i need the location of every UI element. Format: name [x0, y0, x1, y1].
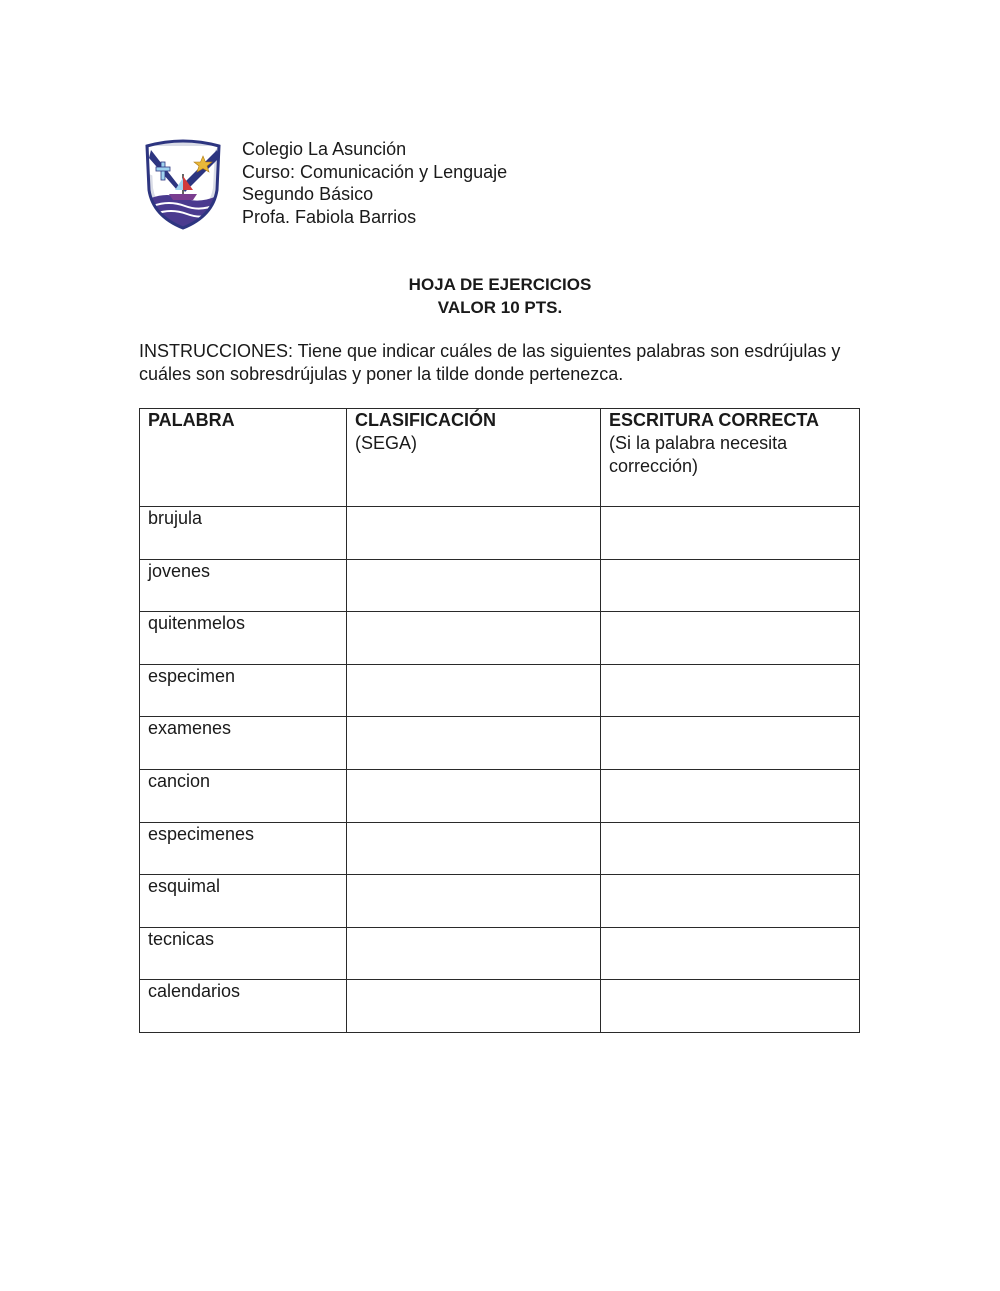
header-escritura-title: ESCRITURA CORRECTA [609, 410, 819, 430]
correct-spelling-cell[interactable] [601, 559, 860, 612]
word-cell: especimen [140, 664, 347, 717]
school-name: Colegio La Asunción [242, 139, 407, 159]
table-row [140, 769, 860, 822]
table-header-row [140, 409, 860, 507]
word-cell: calendarios [140, 980, 347, 1033]
table-row [140, 559, 860, 612]
sheet-title-line1: HOJA DE EJERCICIOS [408, 275, 592, 294]
table-row [140, 875, 860, 928]
instructions: INSTRUCCIONES: Tiene que indicar cuáles de las siguientes palabras son esdrújulas y cuáles son sobresdrújulas y poner la tilde donde pertenezca. [139, 341, 841, 384]
correct-spelling-cell[interactable] [601, 927, 860, 980]
word-cell: jovenes [140, 559, 347, 612]
word-cell: especimenes [140, 822, 347, 875]
header-clasificacion [347, 409, 601, 507]
classification-cell[interactable] [347, 664, 601, 717]
school-info [242, 138, 507, 228]
correct-spelling-cell[interactable] [601, 664, 860, 717]
word-cell: cancion [140, 769, 347, 822]
teacher-name: Profa. Fabiola Barrios [242, 206, 417, 227]
correct-spelling-cell[interactable] [601, 875, 860, 928]
word-cell: tecnicas [140, 927, 347, 980]
table-row [140, 927, 860, 980]
school-crest-icon [141, 138, 225, 230]
course-name: Curso: Comunicación y Lenguaje [242, 161, 508, 182]
classification-cell[interactable] [347, 612, 601, 665]
classification-cell[interactable] [347, 980, 601, 1033]
exercise-table [139, 408, 860, 1033]
table-row [140, 664, 860, 717]
classification-cell[interactable] [347, 559, 601, 612]
word-cell: brujula [140, 507, 347, 560]
sheet-title-line2: VALOR 10 PTS. [437, 298, 563, 317]
correct-spelling-cell[interactable] [601, 507, 860, 560]
grade-level: Segundo Básico [242, 184, 374, 204]
header-clasificacion-title: CLASIFICACIÓN [355, 410, 496, 430]
table-row [140, 507, 860, 560]
header-clasificacion-note: (SEGA) [355, 433, 418, 453]
classification-cell[interactable] [347, 769, 601, 822]
word-cell: esquimal [140, 875, 347, 928]
classification-cell[interactable] [347, 875, 601, 928]
table-row [140, 717, 860, 770]
word-cell: examenes [140, 717, 347, 770]
sheet-title [0, 273, 1000, 319]
classification-cell[interactable] [347, 822, 601, 875]
header-palabra-title: PALABRA [148, 410, 235, 430]
table-row [140, 980, 860, 1033]
word-cell: quitenmelos [140, 612, 347, 665]
correct-spelling-cell[interactable] [601, 717, 860, 770]
correct-spelling-cell[interactable] [601, 769, 860, 822]
correct-spelling-cell[interactable] [601, 822, 860, 875]
header-escritura [601, 409, 860, 507]
classification-cell[interactable] [347, 717, 601, 770]
classification-cell[interactable] [347, 507, 601, 560]
classification-cell[interactable] [347, 927, 601, 980]
header-palabra [140, 409, 347, 507]
table-row [140, 822, 860, 875]
correct-spelling-cell[interactable] [601, 980, 860, 1033]
correct-spelling-cell[interactable] [601, 612, 860, 665]
table-row [140, 612, 860, 665]
header-escritura-note: (Si la palabra necesita corrección) [609, 433, 788, 476]
